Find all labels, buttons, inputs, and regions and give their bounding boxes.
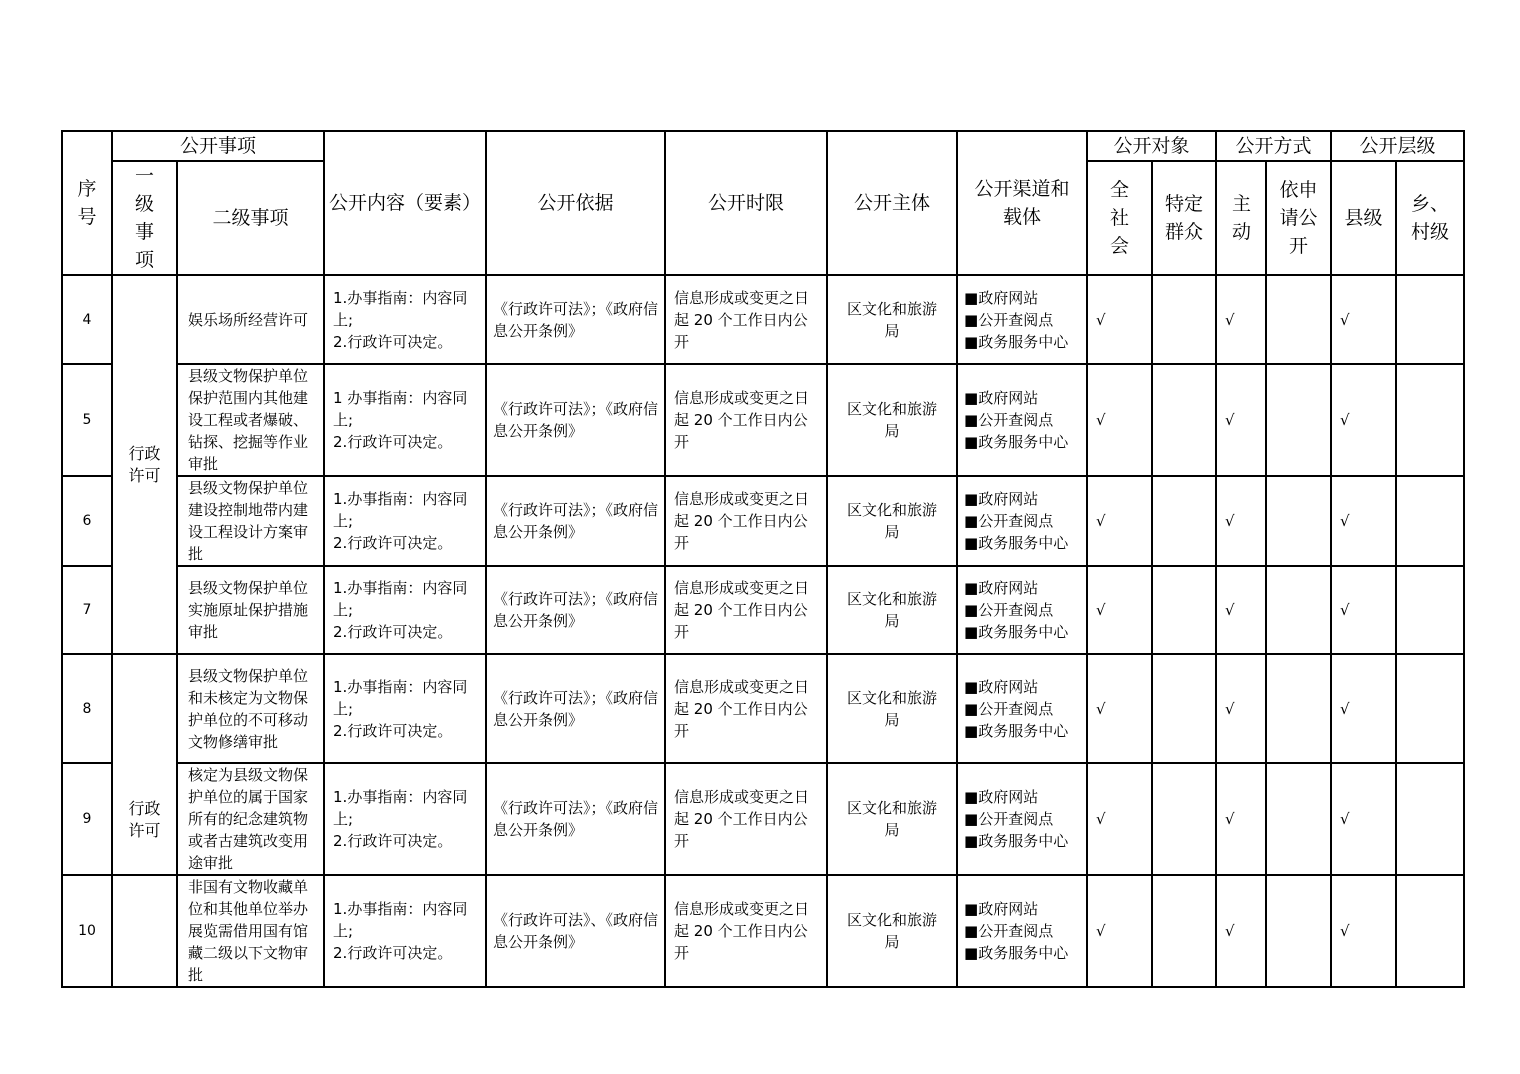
row-seq: 10 xyxy=(62,875,112,987)
row-target-specific xyxy=(1152,476,1216,566)
table-row xyxy=(62,654,1464,763)
row-level-village xyxy=(1396,763,1464,875)
row-content: 1.办事指南：内容同上; 2.行政许可决定。 xyxy=(324,763,486,875)
row-target-specific xyxy=(1152,654,1216,763)
row-seq: 6 xyxy=(62,476,112,566)
category-label: 行政许可 xyxy=(128,798,161,840)
row-item: 县级文物保护单位实施原址保护措施审批 xyxy=(177,566,324,654)
row-level-village xyxy=(1396,275,1464,364)
category-label: 行政许可 xyxy=(128,443,161,485)
row-method-apply xyxy=(1266,654,1331,763)
row-channel: ■政府网站 ■公开查阅点 ■政务服务中心 xyxy=(957,275,1087,364)
row-target-all: √ xyxy=(1087,763,1152,875)
header-target-all: 全社会 xyxy=(1087,161,1152,275)
row-channel: ■政府网站 ■公开查阅点 ■政务服务中心 xyxy=(957,566,1087,654)
row-level-village xyxy=(1396,875,1464,987)
row-basis: 《行政许可法》、《政府信息公开条例》 xyxy=(486,875,665,987)
header-content: 公开内容（要素） xyxy=(324,131,486,275)
row-method-apply xyxy=(1266,476,1331,566)
row-basis: 《行政许可法》；《政府信息公开条例》 xyxy=(486,566,665,654)
row-basis: 《行政许可法》；《政府信息公开条例》 xyxy=(486,654,665,763)
row-target-all: √ xyxy=(1087,476,1152,566)
header-level: 公开层级 xyxy=(1331,131,1464,161)
row-channel: ■政府网站 ■公开查阅点 ■政务服务中心 xyxy=(957,763,1087,875)
row-target-all: √ xyxy=(1087,875,1152,987)
table-row xyxy=(62,875,1464,987)
table-row xyxy=(62,364,1464,476)
row-channel: ■政府网站 ■公开查阅点 ■政务服务中心 xyxy=(957,654,1087,763)
header-target-specific: 特定群众 xyxy=(1152,161,1216,275)
row-seq: 8 xyxy=(62,654,112,763)
row-time: 信息形成或变更之日起 20 个工作日内公开 xyxy=(665,875,827,987)
table-row xyxy=(62,275,1464,364)
row-level-village xyxy=(1396,476,1464,566)
header-public-items: 公开事项 xyxy=(112,131,324,161)
table-row xyxy=(62,476,1464,566)
header-level-county: 县级 xyxy=(1331,161,1396,275)
row-content: 1.办事指南：内容同上; 2.行政许可决定。 xyxy=(324,875,486,987)
row-method-apply xyxy=(1266,763,1331,875)
row-subject: 区文化和旅游局 xyxy=(827,875,957,987)
row-method-apply xyxy=(1266,875,1331,987)
row-method-apply xyxy=(1266,566,1331,654)
row-time: 信息形成或变更之日起 20 个工作日内公开 xyxy=(665,654,827,763)
row-level-village xyxy=(1396,364,1464,476)
row-item: 县级文物保护单位建设控制地带内建设工程设计方案审批 xyxy=(177,476,324,566)
row-target-all: √ xyxy=(1087,275,1152,364)
row-content: 1.办事指南：内容同上; 2.行政许可决定。 xyxy=(324,654,486,763)
row-level-county: √ xyxy=(1331,875,1396,987)
row-basis: 《行政许可法》；《政府信息公开条例》 xyxy=(486,763,665,875)
row-content: 1.办事指南：内容同上; 2.行政许可决定。 xyxy=(324,566,486,654)
row-subject: 区文化和旅游局 xyxy=(827,476,957,566)
row-basis: 《行政许可法》；《政府信息公开条例》 xyxy=(486,364,665,476)
row-item: 县级文物保护单位和未核定为文物保护单位的不可移动文物修缮审批 xyxy=(177,654,324,763)
row-method-active: √ xyxy=(1216,566,1266,654)
row-basis: 《行政许可法》；《政府信息公开条例》 xyxy=(486,476,665,566)
row-method-active: √ xyxy=(1216,654,1266,763)
table-row xyxy=(62,566,1464,654)
row-item: 县级文物保护单位保护范围内其他建设工程或者爆破、钻探、挖掘等作业审批 xyxy=(177,364,324,476)
row-level-county: √ xyxy=(1331,364,1396,476)
header-method: 公开方式 xyxy=(1216,131,1331,161)
row-target-all: √ xyxy=(1087,566,1152,654)
header-seq: 序号 xyxy=(62,131,112,275)
row-seq: 5 xyxy=(62,364,112,476)
row-target-specific xyxy=(1152,364,1216,476)
header-basis: 公开依据 xyxy=(486,131,665,275)
row-subject: 区文化和旅游局 xyxy=(827,566,957,654)
category-cell xyxy=(112,654,177,875)
row-content: 1 办事指南：内容同上; 2.行政许可决定。 xyxy=(324,364,486,476)
row-level-village xyxy=(1396,566,1464,654)
header-level-village: 乡、村级 xyxy=(1396,161,1464,275)
row-target-all: √ xyxy=(1087,364,1152,476)
row-time: 信息形成或变更之日起 20 个工作日内公开 xyxy=(665,763,827,875)
row-channel: ■政府网站 ■公开查阅点 ■政务服务中心 xyxy=(957,364,1087,476)
row-time: 信息形成或变更之日起 20 个工作日内公开 xyxy=(665,476,827,566)
header-level1: 一级事项 xyxy=(112,161,177,275)
row-target-all: √ xyxy=(1087,654,1152,763)
row-level-county: √ xyxy=(1331,763,1396,875)
row-seq: 9 xyxy=(62,763,112,875)
row-content: 1.办事指南：内容同上; 2.行政许可决定。 xyxy=(324,275,486,364)
row-method-apply xyxy=(1266,364,1331,476)
row-subject: 区文化和旅游局 xyxy=(827,763,957,875)
header-channel: 公开渠道和载体 xyxy=(957,131,1087,275)
row-item: 非国有文物收藏单位和其他单位举办展览需借用国有馆藏二级以下文物审批 xyxy=(177,875,324,987)
header-method-active: 主动 xyxy=(1216,161,1266,275)
header-level2: 二级事项 xyxy=(177,161,324,275)
row-subject: 区文化和旅游局 xyxy=(827,275,957,364)
category-cell xyxy=(112,275,177,654)
disclosure-table xyxy=(61,130,1465,988)
row-seq: 7 xyxy=(62,566,112,654)
row-method-active: √ xyxy=(1216,476,1266,566)
row-target-specific xyxy=(1152,566,1216,654)
row-level-county: √ xyxy=(1331,275,1396,364)
header-target: 公开对象 xyxy=(1087,131,1216,161)
header-subject: 公开主体 xyxy=(827,131,957,275)
row-time: 信息形成或变更之日起 20 个工作日内公开 xyxy=(665,275,827,364)
row-subject: 区文化和旅游局 xyxy=(827,654,957,763)
row-method-active: √ xyxy=(1216,763,1266,875)
row-level-county: √ xyxy=(1331,476,1396,566)
row-target-specific xyxy=(1152,763,1216,875)
row-level-county: √ xyxy=(1331,654,1396,763)
row-content: 1.办事指南：内容同上; 2.行政许可决定。 xyxy=(324,476,486,566)
header-time-limit: 公开时限 xyxy=(665,131,827,275)
header-method-apply: 依申请公开 xyxy=(1266,161,1331,275)
row-target-specific xyxy=(1152,875,1216,987)
row-channel: ■政府网站 ■公开查阅点 ■政务服务中心 xyxy=(957,476,1087,566)
row-level-county: √ xyxy=(1331,566,1396,654)
row-item: 娱乐场所经营许可 xyxy=(177,275,324,364)
row-level-village xyxy=(1396,654,1464,763)
category-cell-empty xyxy=(112,875,177,987)
row-method-apply xyxy=(1266,275,1331,364)
row-time: 信息形成或变更之日起 20 个工作日内公开 xyxy=(665,364,827,476)
row-target-specific xyxy=(1152,275,1216,364)
row-basis: 《行政许可法》；《政府信息公开条例》 xyxy=(486,275,665,364)
row-seq: 4 xyxy=(62,275,112,364)
row-item: 核定为县级文物保护单位的属于国家所有的纪念建筑物或者古建筑改变用途审批 xyxy=(177,763,324,875)
row-time: 信息形成或变更之日起 20 个工作日内公开 xyxy=(665,566,827,654)
row-method-active: √ xyxy=(1216,364,1266,476)
table-row xyxy=(62,763,1464,875)
row-subject: 区文化和旅游局 xyxy=(827,364,957,476)
row-method-active: √ xyxy=(1216,875,1266,987)
row-channel: ■政府网站 ■公开查阅点 ■政务服务中心 xyxy=(957,875,1087,987)
row-method-active: √ xyxy=(1216,275,1266,364)
